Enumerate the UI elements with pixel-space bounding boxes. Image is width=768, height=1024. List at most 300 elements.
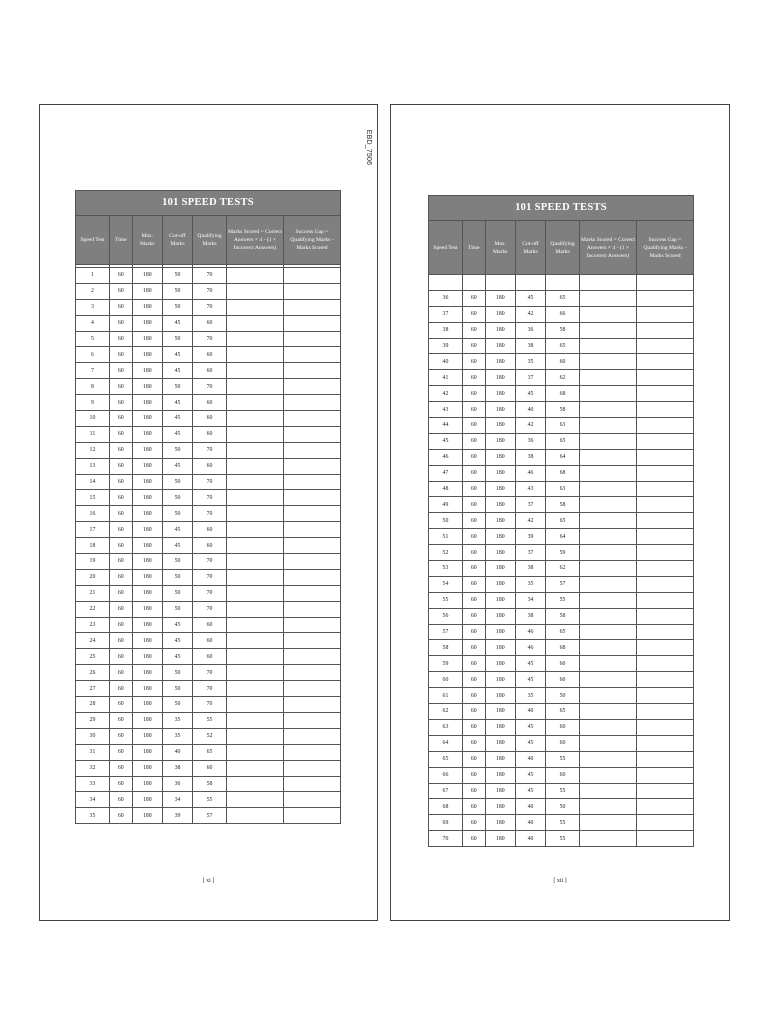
- success-gap-cell[interactable]: [636, 608, 693, 624]
- marks-scored-cell[interactable]: [227, 633, 284, 649]
- time-cell: 60: [462, 561, 485, 577]
- success-gap-cell[interactable]: [283, 363, 340, 379]
- marks-scored-cell[interactable]: [227, 299, 284, 315]
- marks-scored-cell[interactable]: [227, 601, 284, 617]
- side-code: EBD_7506: [365, 129, 373, 165]
- success-gap-cell[interactable]: [283, 712, 340, 728]
- marks-scored-cell[interactable]: [227, 411, 284, 427]
- cutoff-marks-cell: 37: [515, 497, 545, 513]
- marks-scored-cell[interactable]: [580, 592, 637, 608]
- time-cell: 60: [109, 792, 132, 808]
- time-cell: 60: [109, 601, 132, 617]
- cutoff-marks-cell: 38: [515, 561, 545, 577]
- success-gap-cell[interactable]: [283, 268, 340, 284]
- header-max-marks: Max. Marks: [132, 216, 162, 265]
- qualifying-marks-cell: 70: [193, 569, 227, 585]
- table-row: [429, 290, 694, 306]
- qualifying-marks-cell: 50: [546, 799, 580, 815]
- cutoff-marks-cell: 35: [515, 688, 545, 704]
- marks-scored-cell[interactable]: [580, 767, 637, 783]
- table-row: [76, 808, 341, 824]
- table-row: [429, 370, 694, 386]
- cutoff-marks-cell: 45: [515, 767, 545, 783]
- cutoff-marks-cell: 36: [162, 776, 192, 792]
- success-gap-cell[interactable]: [283, 490, 340, 506]
- time-cell: 60: [109, 411, 132, 427]
- success-gap-cell[interactable]: [283, 331, 340, 347]
- marks-scored-cell[interactable]: [580, 783, 637, 799]
- time-cell: 60: [109, 490, 132, 506]
- marks-scored-cell[interactable]: [580, 576, 637, 592]
- cutoff-marks-cell: 45: [515, 656, 545, 672]
- table-row: [429, 545, 694, 561]
- cutoff-marks-cell: 34: [162, 792, 192, 808]
- time-cell: 60: [109, 776, 132, 792]
- marks-scored-cell[interactable]: [227, 776, 284, 792]
- success-gap-cell[interactable]: [283, 283, 340, 299]
- success-gap-cell[interactable]: [636, 338, 693, 354]
- table-row: [429, 688, 694, 704]
- success-gap-cell[interactable]: [283, 299, 340, 315]
- table-row: [429, 767, 694, 783]
- success-gap-cell[interactable]: [636, 704, 693, 720]
- table-row: [429, 704, 694, 720]
- qualifying-marks-cell: 70: [193, 283, 227, 299]
- table-row: [76, 649, 341, 665]
- marks-scored-cell[interactable]: [580, 465, 637, 481]
- success-gap-cell[interactable]: [636, 370, 693, 386]
- speed-test-cell: 4: [76, 315, 110, 331]
- speed-test-cell: 42: [429, 386, 463, 402]
- success-gap-cell[interactable]: [636, 354, 693, 370]
- success-gap-cell[interactable]: [283, 728, 340, 744]
- marks-scored-cell[interactable]: [227, 331, 284, 347]
- table-row: [429, 592, 694, 608]
- time-cell: 60: [462, 608, 485, 624]
- marks-scored-cell[interactable]: [580, 386, 637, 402]
- max-marks-cell: 180: [132, 474, 162, 490]
- qualifying-marks-cell: 65: [546, 624, 580, 640]
- marks-scored-cell[interactable]: [580, 402, 637, 418]
- marks-scored-cell[interactable]: [580, 354, 637, 370]
- marks-scored-cell[interactable]: [580, 545, 637, 561]
- marks-scored-cell[interactable]: [227, 712, 284, 728]
- success-gap-cell[interactable]: [636, 561, 693, 577]
- speed-test-cell: 70: [429, 831, 463, 847]
- table-row: [429, 640, 694, 656]
- marks-scored-cell[interactable]: [227, 395, 284, 411]
- marks-scored-cell[interactable]: [227, 315, 284, 331]
- speed-test-cell: 18: [76, 538, 110, 554]
- marks-scored-cell[interactable]: [227, 538, 284, 554]
- success-gap-cell[interactable]: [283, 808, 340, 824]
- speed-test-cell: 16: [76, 506, 110, 522]
- marks-scored-cell[interactable]: [227, 490, 284, 506]
- speed-test-cell: 56: [429, 608, 463, 624]
- marks-scored-cell[interactable]: [227, 554, 284, 570]
- table-row: [429, 529, 694, 545]
- table-row: [429, 799, 694, 815]
- marks-scored-cell[interactable]: [580, 290, 637, 306]
- success-gap-cell[interactable]: [283, 681, 340, 697]
- table-row: [76, 490, 341, 506]
- qualifying-marks-cell: 58: [546, 322, 580, 338]
- marks-scored-cell[interactable]: [580, 688, 637, 704]
- time-cell: 60: [109, 585, 132, 601]
- max-marks-cell: 180: [132, 633, 162, 649]
- qualifying-marks-cell: 70: [193, 442, 227, 458]
- cutoff-marks-cell: 45: [515, 672, 545, 688]
- table-row: [76, 395, 341, 411]
- gap-cell: [546, 275, 580, 291]
- success-gap-cell[interactable]: [636, 799, 693, 815]
- header-gap-row: [429, 275, 694, 291]
- qualifying-marks-cell: 65: [546, 704, 580, 720]
- success-gap-cell[interactable]: [636, 672, 693, 688]
- success-gap-cell[interactable]: [636, 402, 693, 418]
- max-marks-cell: 180: [485, 767, 515, 783]
- marks-scored-cell[interactable]: [580, 624, 637, 640]
- marks-scored-cell[interactable]: [580, 640, 637, 656]
- table-row: [76, 792, 341, 808]
- time-cell: 60: [109, 283, 132, 299]
- header-speed-test: Speed Test: [429, 221, 463, 275]
- qualifying-marks-cell: 70: [193, 601, 227, 617]
- marks-scored-cell[interactable]: [227, 347, 284, 363]
- marks-scored-cell[interactable]: [580, 306, 637, 322]
- marks-scored-cell[interactable]: [580, 529, 637, 545]
- max-marks-cell: 180: [132, 315, 162, 331]
- marks-scored-cell[interactable]: [227, 522, 284, 538]
- time-cell: 60: [109, 458, 132, 474]
- speed-test-cell: 44: [429, 418, 463, 434]
- marks-scored-cell[interactable]: [580, 799, 637, 815]
- speed-test-cell: 52: [429, 545, 463, 561]
- qualifying-marks-cell: 60: [193, 363, 227, 379]
- time-cell: 60: [109, 617, 132, 633]
- success-gap-cell[interactable]: [283, 697, 340, 713]
- marks-scored-cell[interactable]: [580, 513, 637, 529]
- speed-test-cell: 7: [76, 363, 110, 379]
- success-gap-cell[interactable]: [636, 322, 693, 338]
- marks-scored-cell[interactable]: [227, 792, 284, 808]
- success-gap-cell[interactable]: [283, 538, 340, 554]
- success-gap-cell[interactable]: [636, 465, 693, 481]
- marks-scored-cell[interactable]: [580, 338, 637, 354]
- speed-test-cell: 68: [429, 799, 463, 815]
- success-gap-cell[interactable]: [636, 656, 693, 672]
- table-row: [429, 433, 694, 449]
- marks-scored-cell[interactable]: [227, 681, 284, 697]
- success-gap-cell[interactable]: [636, 545, 693, 561]
- marks-scored-cell[interactable]: [580, 719, 637, 735]
- time-cell: 60: [109, 506, 132, 522]
- success-gap-cell[interactable]: [283, 665, 340, 681]
- marks-scored-cell[interactable]: [227, 426, 284, 442]
- speed-test-cell: 66: [429, 767, 463, 783]
- max-marks-cell: 180: [132, 506, 162, 522]
- marks-scored-cell[interactable]: [227, 458, 284, 474]
- success-gap-cell[interactable]: [636, 751, 693, 767]
- speed-test-cell: 31: [76, 744, 110, 760]
- success-gap-cell[interactable]: [636, 418, 693, 434]
- max-marks-cell: 180: [132, 554, 162, 570]
- success-gap-cell[interactable]: [283, 379, 340, 395]
- success-gap-cell[interactable]: [283, 426, 340, 442]
- success-gap-cell[interactable]: [636, 576, 693, 592]
- qualifying-marks-cell: 60: [546, 672, 580, 688]
- marks-scored-cell[interactable]: [580, 497, 637, 513]
- table-row: [429, 656, 694, 672]
- marks-scored-cell[interactable]: [580, 815, 637, 831]
- marks-scored-cell[interactable]: [580, 831, 637, 847]
- speed-test-cell: 30: [76, 728, 110, 744]
- cutoff-marks-cell: 45: [162, 522, 192, 538]
- speed-test-cell: 29: [76, 712, 110, 728]
- success-gap-cell[interactable]: [636, 640, 693, 656]
- time-cell: 60: [462, 688, 485, 704]
- success-gap-cell[interactable]: [283, 395, 340, 411]
- table-row: [429, 576, 694, 592]
- marks-scored-cell[interactable]: [580, 672, 637, 688]
- table-row: [429, 783, 694, 799]
- success-gap-cell[interactable]: [636, 306, 693, 322]
- cutoff-marks-cell: 50: [162, 506, 192, 522]
- max-marks-cell: 180: [132, 522, 162, 538]
- cutoff-marks-cell: 45: [162, 633, 192, 649]
- marks-scored-cell[interactable]: [580, 449, 637, 465]
- cutoff-marks-cell: 50: [162, 474, 192, 490]
- cutoff-marks-cell: 34: [515, 592, 545, 608]
- table-row: [429, 608, 694, 624]
- success-gap-cell[interactable]: [283, 554, 340, 570]
- header-cutoff-marks: Cut-off Marks: [162, 216, 192, 265]
- success-gap-cell[interactable]: [636, 719, 693, 735]
- time-cell: 60: [462, 831, 485, 847]
- qualifying-marks-cell: 60: [193, 458, 227, 474]
- cutoff-marks-cell: 45: [162, 458, 192, 474]
- marks-scored-cell[interactable]: [580, 481, 637, 497]
- table-row: [76, 506, 341, 522]
- table-row: [429, 751, 694, 767]
- cutoff-marks-cell: 50: [162, 665, 192, 681]
- success-gap-cell[interactable]: [636, 433, 693, 449]
- header-cutoff-marks: Cut-off Marks: [515, 221, 545, 275]
- marks-scored-cell[interactable]: [227, 728, 284, 744]
- marks-scored-cell[interactable]: [227, 283, 284, 299]
- success-gap-cell[interactable]: [636, 688, 693, 704]
- marks-scored-cell[interactable]: [227, 744, 284, 760]
- qualifying-marks-cell: 65: [546, 338, 580, 354]
- marks-scored-cell[interactable]: [227, 268, 284, 284]
- table-row: [76, 601, 341, 617]
- time-cell: 60: [109, 633, 132, 649]
- time-cell: 60: [462, 592, 485, 608]
- page-number: [ xi ]: [202, 878, 215, 884]
- marks-scored-cell[interactable]: [227, 569, 284, 585]
- marks-scored-cell[interactable]: [580, 433, 637, 449]
- qualifying-marks-cell: 55: [546, 592, 580, 608]
- table-row: [76, 744, 341, 760]
- speed-test-cell: 34: [76, 792, 110, 808]
- marks-scored-cell[interactable]: [227, 474, 284, 490]
- max-marks-cell: 180: [132, 411, 162, 427]
- table-row: [429, 497, 694, 513]
- success-gap-cell[interactable]: [283, 776, 340, 792]
- marks-scored-cell[interactable]: [580, 418, 637, 434]
- marks-scored-cell[interactable]: [580, 370, 637, 386]
- table-row: [76, 522, 341, 538]
- marks-scored-cell[interactable]: [227, 506, 284, 522]
- marks-scored-cell[interactable]: [227, 697, 284, 713]
- table-row: [429, 386, 694, 402]
- success-gap-cell[interactable]: [283, 585, 340, 601]
- max-marks-cell: 180: [132, 490, 162, 506]
- cutoff-marks-cell: 40: [515, 704, 545, 720]
- marks-scored-cell[interactable]: [580, 704, 637, 720]
- success-gap-cell[interactable]: [636, 624, 693, 640]
- table-row: [429, 624, 694, 640]
- success-gap-cell[interactable]: [283, 760, 340, 776]
- success-gap-cell[interactable]: [283, 601, 340, 617]
- qualifying-marks-cell: 60: [193, 760, 227, 776]
- success-gap-cell[interactable]: [636, 767, 693, 783]
- time-cell: 60: [462, 338, 485, 354]
- cutoff-marks-cell: 42: [515, 513, 545, 529]
- time-cell: 60: [109, 268, 132, 284]
- marks-scored-cell[interactable]: [580, 322, 637, 338]
- qualifying-marks-cell: 70: [193, 665, 227, 681]
- speed-test-cell: 26: [76, 665, 110, 681]
- success-gap-cell[interactable]: [283, 442, 340, 458]
- success-gap-cell[interactable]: [283, 633, 340, 649]
- time-cell: 60: [109, 728, 132, 744]
- gap-cell: [485, 275, 515, 291]
- success-gap-cell[interactable]: [636, 481, 693, 497]
- marks-scored-cell[interactable]: [580, 608, 637, 624]
- qualifying-marks-cell: 70: [193, 379, 227, 395]
- success-gap-cell[interactable]: [283, 522, 340, 538]
- qualifying-marks-cell: 55: [193, 712, 227, 728]
- table-row: [76, 379, 341, 395]
- cutoff-marks-cell: 38: [162, 760, 192, 776]
- speed-test-cell: 50: [429, 513, 463, 529]
- marks-scored-cell[interactable]: [227, 379, 284, 395]
- success-gap-cell[interactable]: [636, 831, 693, 847]
- speed-test-cell: 6: [76, 347, 110, 363]
- success-gap-cell[interactable]: [636, 513, 693, 529]
- cutoff-marks-cell: 45: [515, 719, 545, 735]
- cutoff-marks-cell: 50: [162, 379, 192, 395]
- marks-scored-cell[interactable]: [227, 808, 284, 824]
- max-marks-cell: 180: [485, 704, 515, 720]
- time-cell: 60: [109, 538, 132, 554]
- success-gap-cell[interactable]: [283, 411, 340, 427]
- cutoff-marks-cell: 45: [162, 347, 192, 363]
- time-cell: 60: [462, 719, 485, 735]
- success-gap-cell[interactable]: [283, 792, 340, 808]
- speed-test-cell: 63: [429, 719, 463, 735]
- left-page: [39, 104, 378, 921]
- table-row: [429, 735, 694, 751]
- time-cell: 60: [109, 554, 132, 570]
- marks-scored-cell[interactable]: [580, 656, 637, 672]
- marks-scored-cell[interactable]: [227, 363, 284, 379]
- max-marks-cell: 180: [485, 370, 515, 386]
- speed-test-cell: 14: [76, 474, 110, 490]
- marks-scored-cell[interactable]: [580, 751, 637, 767]
- table-row: [76, 474, 341, 490]
- max-marks-cell: 180: [485, 465, 515, 481]
- marks-scored-cell[interactable]: [227, 442, 284, 458]
- success-gap-cell[interactable]: [636, 529, 693, 545]
- speed-test-cell: 13: [76, 458, 110, 474]
- speed-test-cell: 59: [429, 656, 463, 672]
- qualifying-marks-cell: 64: [546, 529, 580, 545]
- success-gap-cell[interactable]: [283, 617, 340, 633]
- success-gap-cell[interactable]: [283, 347, 340, 363]
- success-gap-cell[interactable]: [283, 744, 340, 760]
- cutoff-marks-cell: 37: [515, 370, 545, 386]
- table-row: [76, 426, 341, 442]
- success-gap-cell[interactable]: [636, 592, 693, 608]
- qualifying-marks-cell: 70: [193, 331, 227, 347]
- max-marks-cell: 180: [485, 290, 515, 306]
- cutoff-marks-cell: 45: [162, 617, 192, 633]
- time-cell: 60: [109, 379, 132, 395]
- success-gap-cell[interactable]: [636, 815, 693, 831]
- qualifying-marks-cell: 70: [193, 490, 227, 506]
- cutoff-marks-cell: 39: [515, 529, 545, 545]
- speed-test-cell: 43: [429, 402, 463, 418]
- marks-scored-cell[interactable]: [227, 617, 284, 633]
- success-gap-cell[interactable]: [636, 783, 693, 799]
- success-gap-cell[interactable]: [283, 474, 340, 490]
- qualifying-marks-cell: 66: [546, 306, 580, 322]
- qualifying-marks-cell: 70: [193, 474, 227, 490]
- qualifying-marks-cell: 65: [546, 513, 580, 529]
- marks-scored-cell[interactable]: [580, 561, 637, 577]
- success-gap-cell[interactable]: [636, 735, 693, 751]
- max-marks-cell: 180: [132, 792, 162, 808]
- success-gap-cell[interactable]: [636, 449, 693, 465]
- marks-scored-cell[interactable]: [580, 735, 637, 751]
- success-gap-cell[interactable]: [283, 506, 340, 522]
- table-row: [76, 712, 341, 728]
- header-max-marks: Max. Marks: [485, 221, 515, 275]
- success-gap-cell[interactable]: [283, 315, 340, 331]
- cutoff-marks-cell: 45: [162, 426, 192, 442]
- time-cell: 60: [109, 808, 132, 824]
- success-gap-cell[interactable]: [283, 458, 340, 474]
- success-gap-cell[interactable]: [636, 386, 693, 402]
- speed-test-cell: 24: [76, 633, 110, 649]
- cutoff-marks-cell: 40: [162, 744, 192, 760]
- max-marks-cell: 180: [132, 665, 162, 681]
- success-gap-cell[interactable]: [636, 497, 693, 513]
- marks-scored-cell[interactable]: [227, 585, 284, 601]
- success-gap-cell[interactable]: [283, 569, 340, 585]
- qualifying-marks-cell: 57: [193, 808, 227, 824]
- marks-scored-cell[interactable]: [227, 760, 284, 776]
- marks-scored-cell[interactable]: [227, 649, 284, 665]
- header-qualifying-marks: Qualifying Marks: [193, 216, 227, 265]
- marks-scored-cell[interactable]: [227, 665, 284, 681]
- qualifying-marks-cell: 60: [546, 354, 580, 370]
- success-gap-cell[interactable]: [636, 290, 693, 306]
- success-gap-cell[interactable]: [283, 649, 340, 665]
- time-cell: 60: [109, 712, 132, 728]
